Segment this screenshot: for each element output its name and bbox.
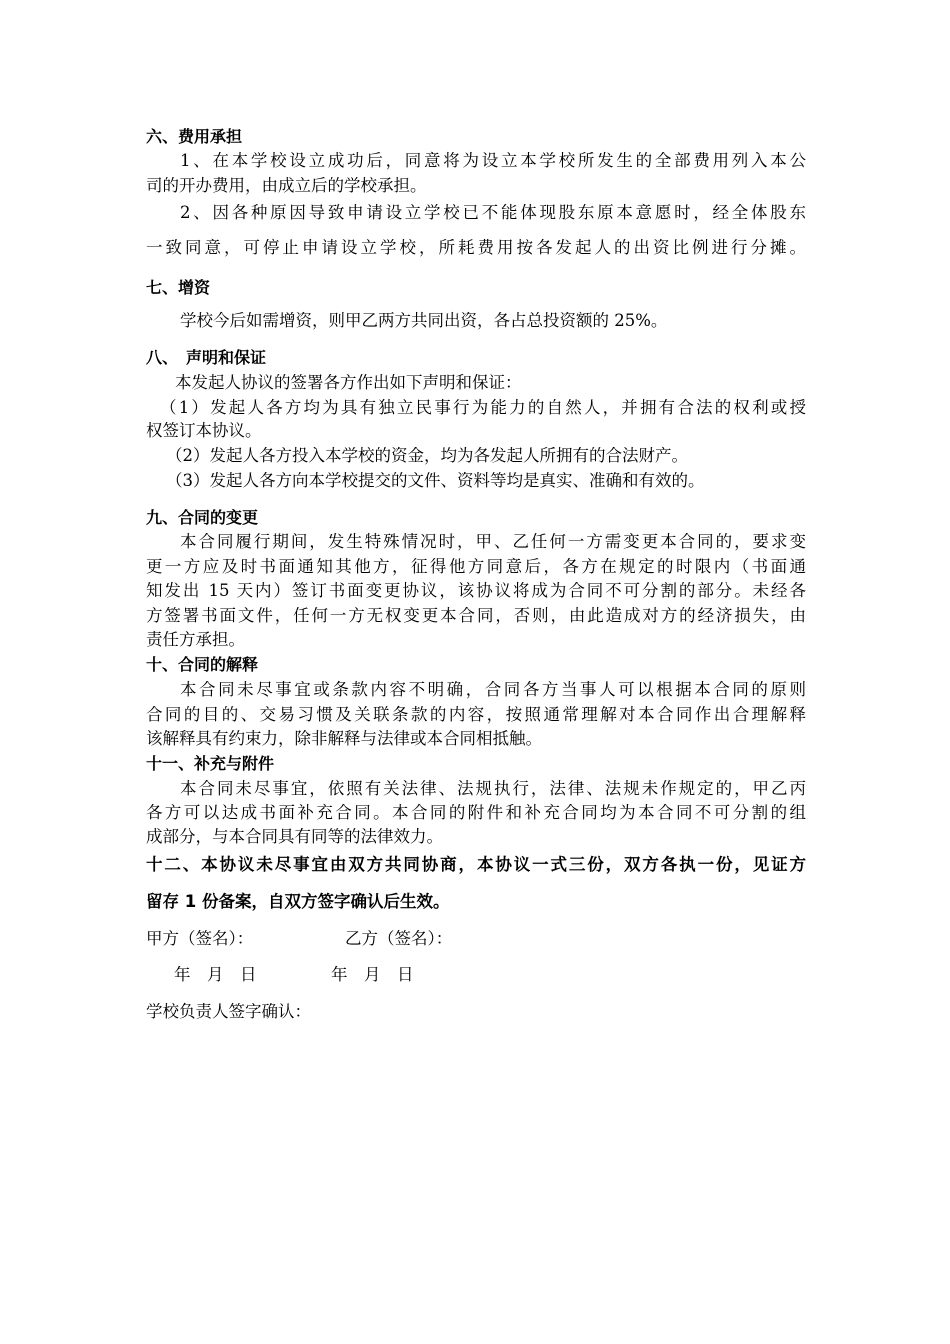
section-7-heading: 七、增资 [146, 278, 211, 297]
section-6-p1-line1: 1、在本学校设立成功后，同意将为设立本学校所发生的全部费用列入本公 [180, 151, 806, 170]
section-11-line2: 各方可以达成书面补充合同。本合同的附件和补充合同均为本合同不可分割的组 [146, 803, 806, 822]
section-11-line1: 本合同未尽事宜，依照有关法律、法规执行，法律、法规未作规定的，甲乙丙 [180, 779, 806, 798]
section-8-intro: 本发起人协议的签署各方作出如下声明和保证： [175, 373, 522, 392]
section-10-line1: 本合同未尽事宜或条款内容不明确，合同各方当事人可以根据本合同的原则 [180, 680, 806, 699]
party-b-signature-label: 乙方（签名）： [345, 929, 453, 948]
section-9-line3: 知发出 15 天内）签订书面变更协议，该协议将成为合同不可分割的部分。未经各 [146, 581, 806, 600]
section-6-p1-line2: 司的开办费用，由成立后的学校承担。 [146, 176, 427, 195]
section-12-line2: 留存 1 份备案，自双方签字确认后生效。 [146, 892, 450, 911]
section-8-item1-line1: （1）发起人各方均为具有独立民事行为能力的自然人，并拥有合法的权利或授 [160, 398, 806, 417]
section-6-p2-line2: 一致同意，可停止申请设立学校，所耗费用按各发起人的出资比例进行分摊。 [146, 238, 806, 257]
section-8-item3: （3）发起人各方向本学校提交的文件、资料等均是真实、准确和有效的。 [166, 471, 705, 490]
section-9-line2: 更一方应及时书面通知其他方，征得他方同意后，各方在规定的时限内（书面通 [146, 557, 806, 576]
section-11-line3: 成部分，与本合同具有同等的法律效力。 [146, 827, 443, 846]
section-9-line5: 责任方承担。 [146, 630, 245, 649]
section-9-heading: 九、合同的变更 [146, 508, 259, 527]
party-b-date: 年 月 日 [331, 965, 414, 984]
section-6-p2-line1: 2、因各种原因导致申请设立学校已不能体现股东原本意愿时，经全体股东 [180, 203, 806, 222]
section-9-line4: 方签署书面文件，任何一方无权变更本合同，否则，由此造成对方的经济损失，由 [146, 606, 806, 625]
party-a-signature-label: 甲方（签名）： [146, 929, 254, 948]
section-11-heading: 十一、补充与附件 [146, 754, 275, 773]
section-6-heading: 六、费用承担 [146, 127, 243, 146]
section-12-line1: 十二、本协议未尽事宜由双方共同协商，本协议一式三份，双方各执一份，见证方 [146, 855, 806, 874]
section-9-line1: 本合同履行期间，发生特殊情况时，甲、乙任何一方需变更本合同的，要求变 [180, 532, 806, 551]
section-10-line2: 合同的目的、交易习惯及关联条款的内容，按照通常理解对本合同作出合理解释 [146, 705, 806, 724]
section-8-item2: （2）发起人各方投入本学校的资金，均为各发起人所拥有的合法财产。 [166, 446, 688, 465]
section-7-p1: 学校今后如需增资，则甲乙两方共同出资，各占总投资额的 25%。 [180, 311, 668, 330]
party-a-date: 年 月 日 [174, 965, 257, 984]
section-10-heading: 十、合同的解释 [146, 655, 259, 674]
section-8-item1-line2: 权签订本协议。 [146, 421, 262, 440]
section-10-line3: 该解释具有约束力，除非解释与法律或本合同相抵触。 [146, 729, 542, 748]
principal-signature-label: 学校负责人签字确认： [146, 1002, 311, 1021]
section-8-heading: 八、 声明和保证 [146, 348, 267, 367]
